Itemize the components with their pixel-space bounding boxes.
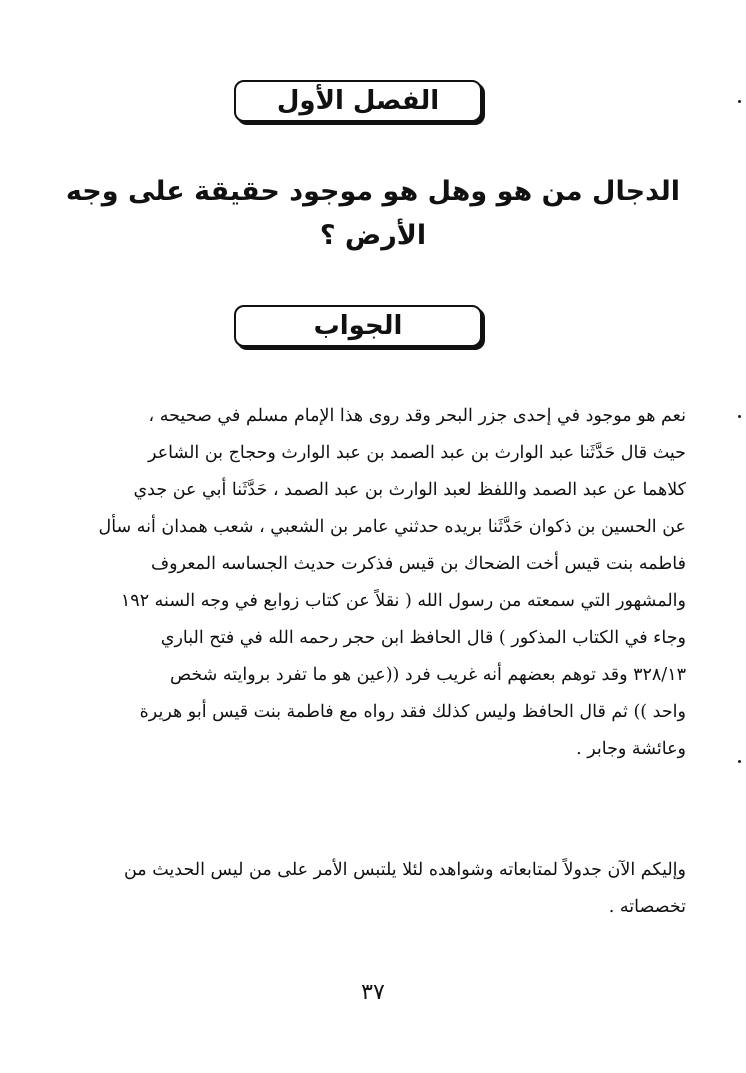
- paragraph-line: واحد )) ثم قال الحافظ وليس كذلك فقد رواه مع فاطمة بنت قيس أبو هريرة: [139, 702, 686, 722]
- paragraph-line: والمشهور التي سمعته من رسول الله ( نقلاً عن كتاب زوابع في وجه السنه ١٩٢: [120, 591, 686, 611]
- answer-paragraph: [60, 398, 686, 768]
- paragraph-line: ٣٢٨/١٣ وقد توهم بعضهم أنه غريب فرد ((عين هو ما تفرد بروايته شخص: [169, 665, 686, 685]
- table-intro-paragraph: [60, 852, 686, 926]
- scan-speck: [738, 100, 741, 103]
- answer-title-box: [234, 305, 482, 347]
- paragraph-line: نعم هو موجود في إحدى جزر البحر وقد روى هذا الإمام مسلم في صحيحه ،: [148, 406, 686, 426]
- paragraph-line: عن الحسين بن ذكوان حَدَّثَنا بريده حدثني عامر بن الشعبي ، شعب همدان أنه سأل: [98, 517, 686, 537]
- answer-title: الجواب: [313, 311, 403, 341]
- paragraph-line: حيث قال حَدَّثَنا عبد الوارث بن عبد الصمد بن عبد الوارث وحجاج بن الشاعر: [148, 443, 686, 463]
- question-heading: الدجال من هو وهل هو موجود حقيقة على وجه الأرض ؟: [65, 176, 681, 251]
- paragraph-line: وجاء في الكتاب المذكور ) قال الحافظ ابن حجر رحمه الله في فتح الباري: [160, 628, 686, 648]
- chapter-title: الفصل الأول: [276, 86, 440, 116]
- scan-speck: [738, 760, 741, 763]
- chapter-title-box: [234, 80, 482, 122]
- page-number: ٣٧: [361, 980, 385, 1005]
- paragraph-line: فاطمه بنت قيس أخت الضحاك بن قيس فذكرت حديث الجساسه المعروف: [150, 554, 686, 574]
- paragraph-line: تخصصاته .: [608, 897, 686, 917]
- scan-speck: [738, 415, 741, 418]
- paragraph-line: وإليكم الآن جدولاً لمتابعاته وشواهده لئلا يلتبس الأمر على من ليس الحديث من: [123, 860, 686, 880]
- paragraph-line: وعائشة وجابر .: [576, 739, 686, 759]
- paragraph-line: كلاهما عن عبد الصمد واللفظ لعبد الوارث بن عبد الصمد ، حَدَّثَنا أبي عن جدي: [133, 480, 686, 500]
